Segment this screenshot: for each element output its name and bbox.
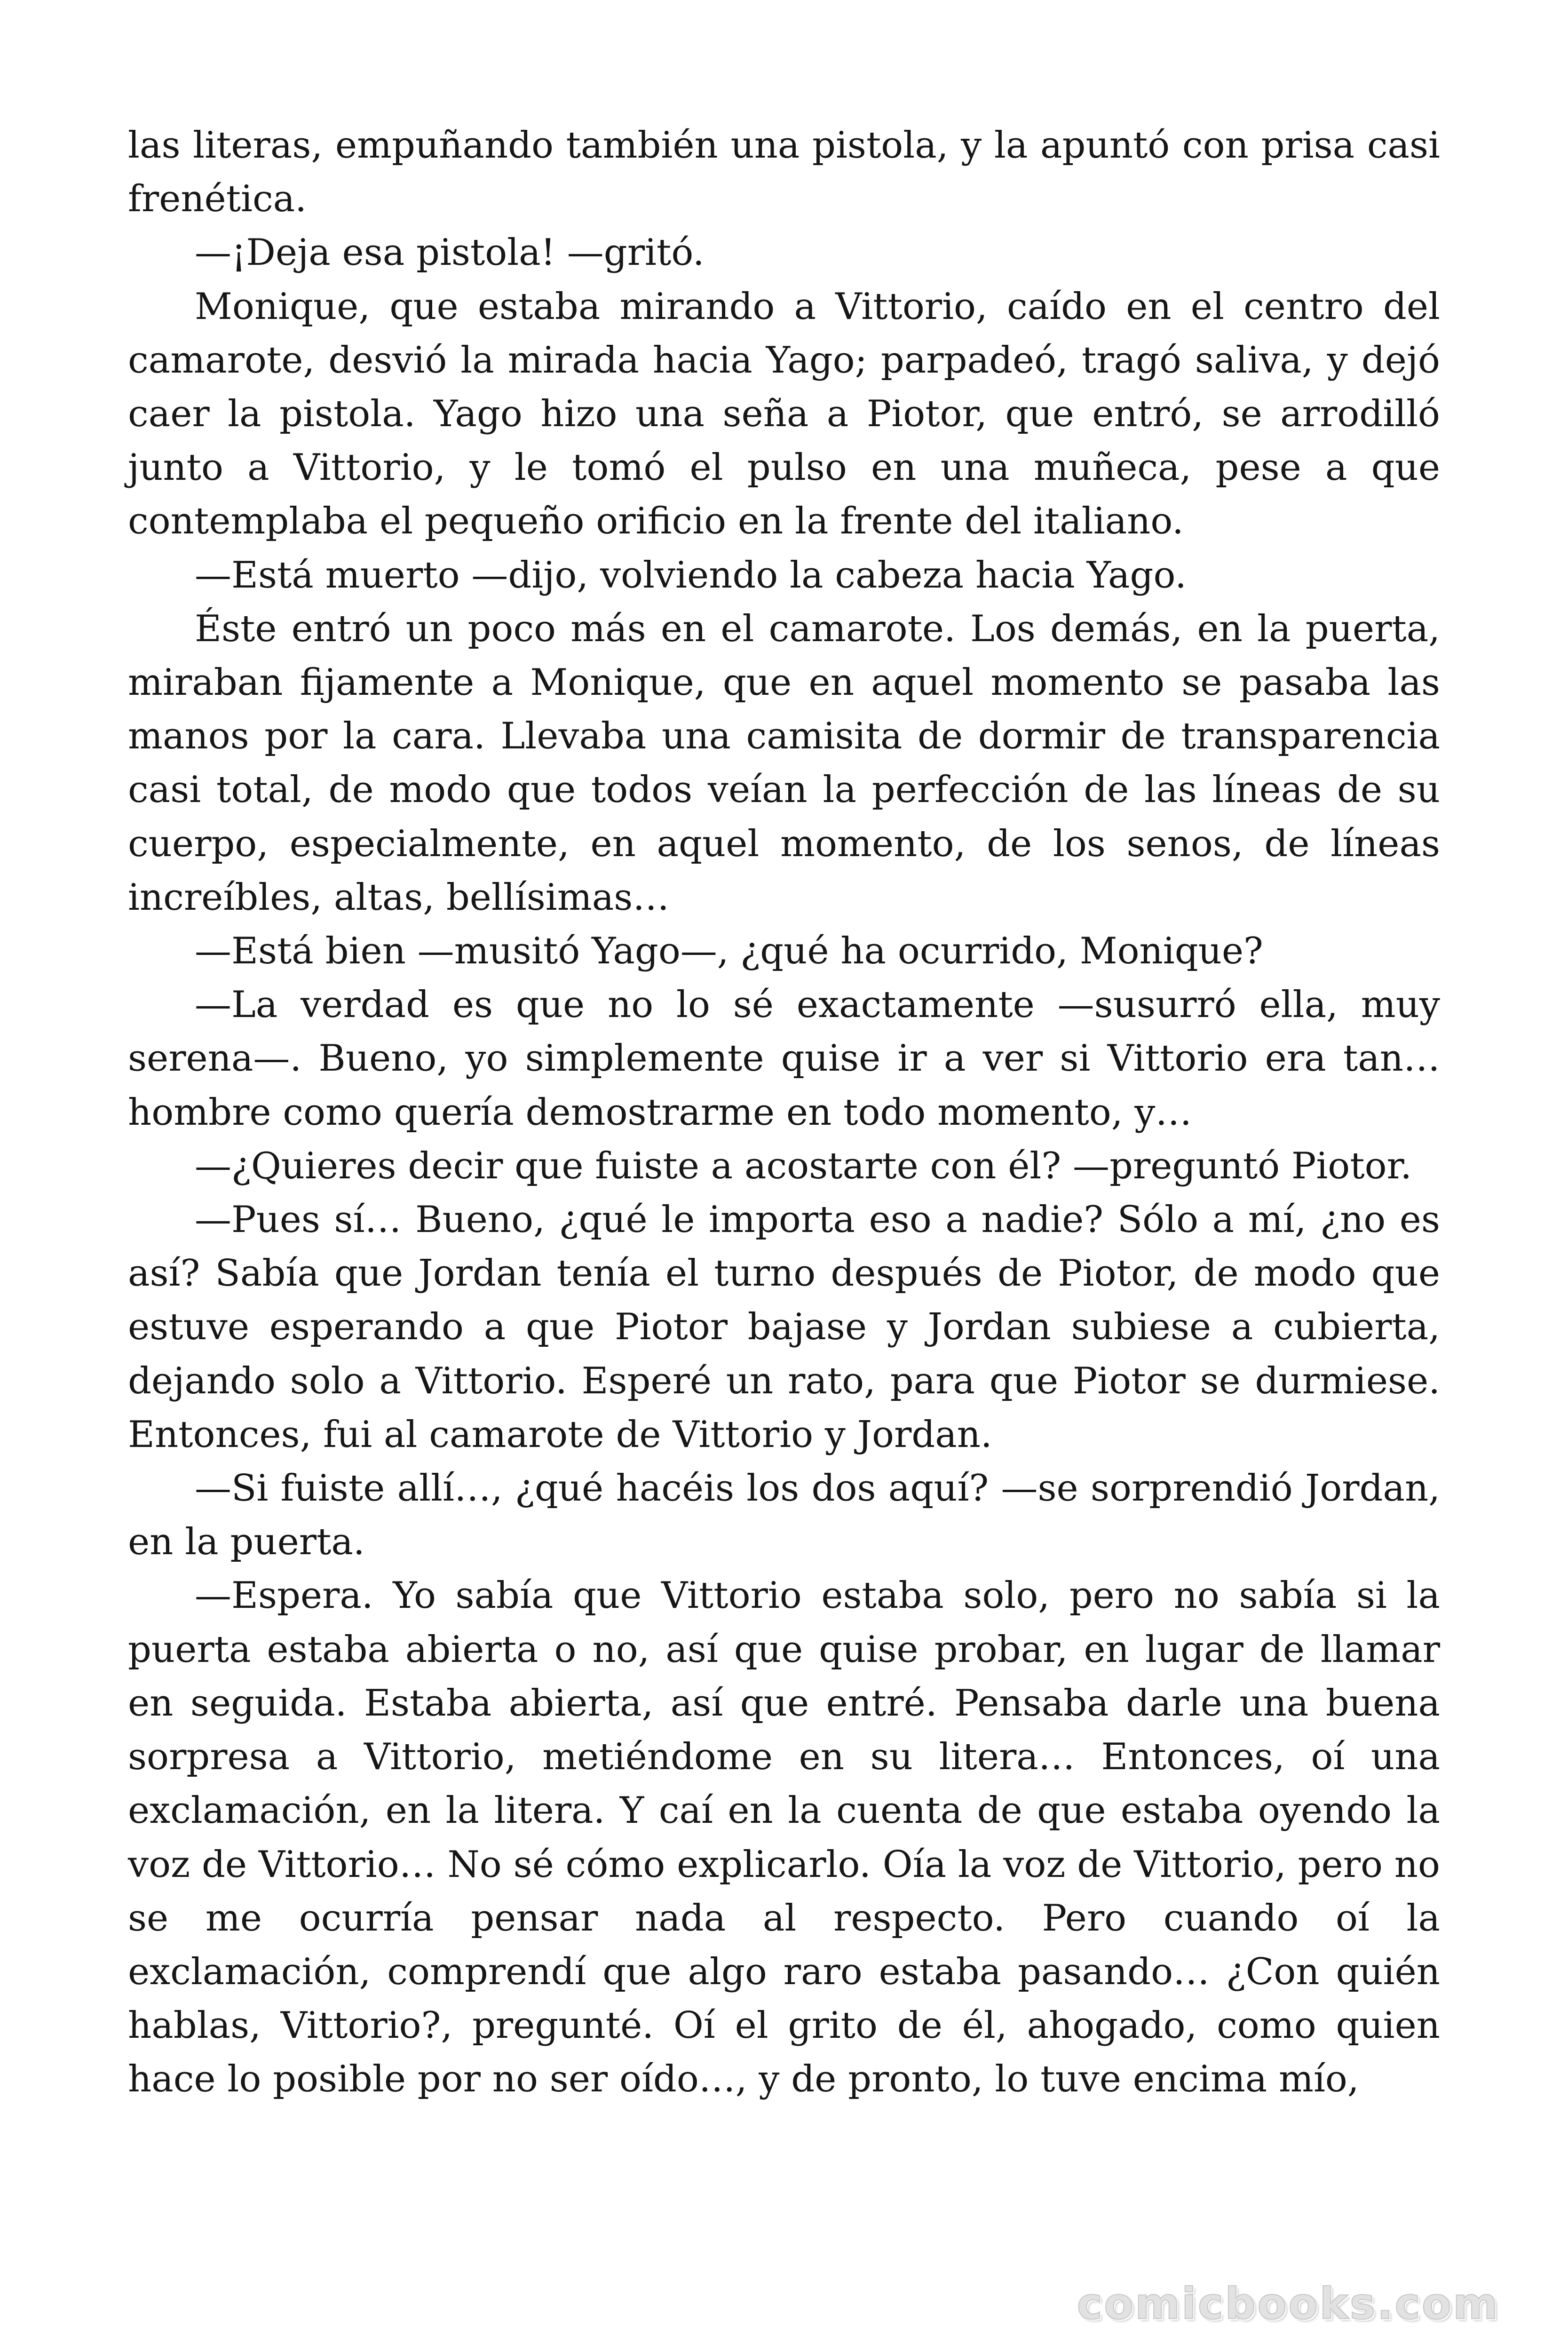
paragraph-2: —¡Deja esa pistola! —gritó. (195, 231, 705, 274)
body-text (128, 119, 1440, 2106)
paragraph-11: —Espera. Yo sabía que Vittorio estaba solo, pero no sabía si la puerta estaba abierta o no, así que quise probar, en lugar de llamar en seguida. Estaba abierta, así que entré. Pensaba darle una buena sorpresa a Vittorio, metiéndome en su litera… Entonces, oí una exclamación, en la litera. Y caí en la cuenta de que estaba oyendo la voz de Vittorio… No sé cómo explicarlo. Oía la voz de Vittorio, pero no se me ocurría pensar nada al respecto. Pero cuando oí la exclamación, comprendí que algo raro estaba pasando… ¿Con quién hablas, Vittorio?, pregunté. Oí el grito de él, ahogado, como quien hace lo posible por no ser oído…, y de pronto, lo tuve encima mío, (128, 1574, 1440, 2101)
paragraph-7: —La verdad es que no lo sé exactamente —susurró ella, muy serena—. Bueno, yo simplemente quise ir a ver si Vittorio era tan… hombre como quería demostrarme en todo momento, y… (128, 984, 1440, 1134)
paragraph-5: Éste entró un poco más en el camarote. Los demás, en la puerta, miraban fijamente a Monique, que en aquel momento se pasaba las manos por la cara. Llevaba una camisita de dormir de transparencia casi total, de modo que todos veían la perfección de las líneas de su cuerpo, especialmente, en aquel momento, de los senos, de líneas increíbles, altas, bellísimas… (128, 607, 1440, 919)
paragraph-8: —¿Quieres decir que fuiste a acostarte con él? —preguntó Piotor. (195, 1144, 1412, 1187)
paragraph-1: las literas, empuñando también una pistola, y la apuntó con prisa casi frenética. (128, 124, 1440, 221)
paragraph-4: —Está muerto —dijo, volviendo la cabeza hacia Yago. (195, 554, 1187, 596)
paragraph-6: —Está bien —musitó Yago—, ¿qué ha ocurrido, Monique? (195, 930, 1263, 973)
watermark: comicbooks.com (1077, 2279, 1499, 2329)
paragraph-3: Monique, que estaba mirando a Vittorio, caído en el centro del camarote, desvió la mirada hacia Yago; parpadeó, tragó saliva, y dejó caer la pistola. Yago hizo una seña a Piotor, que entró, se arrodilló junto a Vittorio, y le tomó el pulso en una muñeca, pese a que contemplaba el pequeño orificio en la frente del italiano. (128, 285, 1440, 543)
paragraph-9: —Pues sí… Bueno, ¿qué le importa eso a nadie? Sólo a mí, ¿no es así? Sabía que Jordan tenía el turno después de Piotor, de modo que estuve esperando a que Piotor bajase y Jordan subiese a cubierta, dejando solo a Vittorio. Esperé un rato, para que Piotor se durmiese. Entonces, fui al camarote de Vittorio y Jordan. (128, 1199, 1440, 1456)
paragraph-10: —Si fuiste allí…, ¿qué hacéis los dos aquí? —se sorprendió Jordan, en la puerta. (128, 1467, 1440, 1564)
